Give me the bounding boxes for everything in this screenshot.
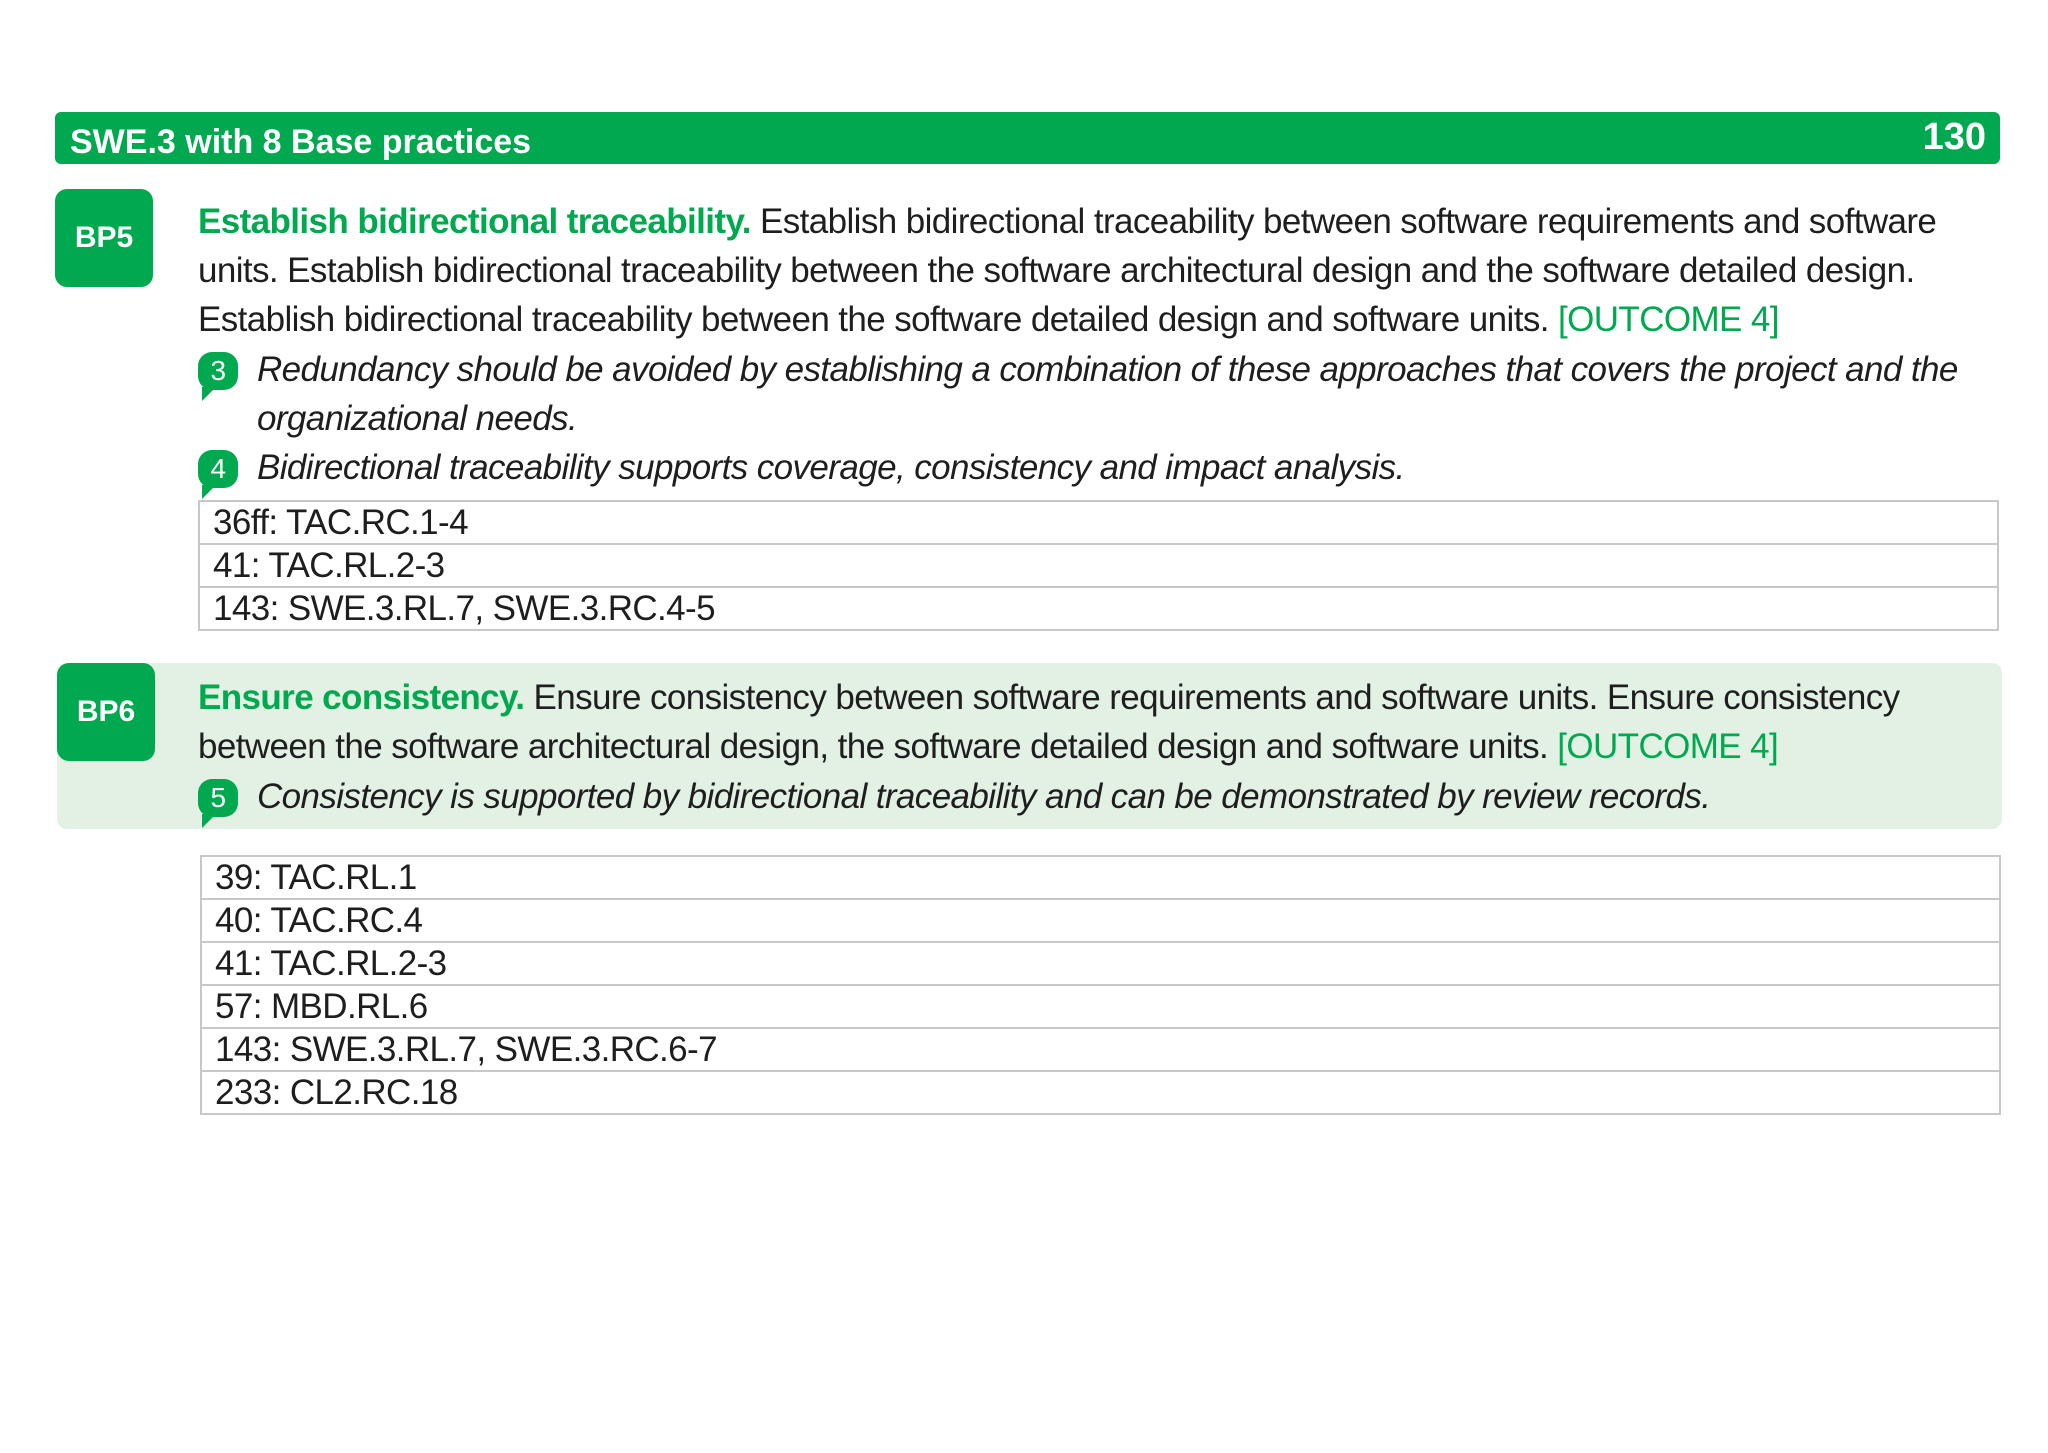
- note-text: Consistency is supported by bidirectional traceability and can be demonstrated by review records.: [257, 777, 1711, 816]
- bp5-description: [198, 197, 1998, 344]
- table-row: [201, 856, 2000, 899]
- bp6-outcome-link[interactable]: [OUTCOME 4]: [1557, 727, 1779, 766]
- reference-cell: 143: SWE.3.RL.7, SWE.3.RC.4-5: [199, 587, 1998, 630]
- section-title: SWE.3 with 8 Base practices: [70, 123, 532, 161]
- section-header: [55, 112, 2000, 164]
- speech-bubble-icon: 4: [198, 450, 238, 488]
- table-row: [199, 544, 1998, 587]
- page-number: 130: [1922, 116, 1986, 158]
- reference-cell: 40: TAC.RC.4: [201, 899, 2000, 942]
- table-row: [201, 942, 2000, 985]
- bp5-note-4: [198, 443, 1998, 492]
- note-text: Bidirectional traceability supports coverage, consistency and impact analysis.: [257, 448, 1405, 487]
- table-row: [199, 587, 1998, 630]
- bp5-reference-table: [198, 500, 1999, 631]
- table-row: [199, 501, 1998, 544]
- reference-cell: 41: TAC.RL.2-3: [201, 942, 2000, 985]
- bp5-text: Establish bidirectional traceability between software requirements and software units. Establish bidirectional traceability between the software architectural design and the software detailed design. Establish bidirectional traceability between the software detailed design and software units.: [198, 202, 1937, 339]
- table-row: [201, 1071, 2000, 1114]
- reference-cell: 143: SWE.3.RL.7, SWE.3.RC.6-7: [201, 1028, 2000, 1071]
- reference-cell: 57: MBD.RL.6: [201, 985, 2000, 1028]
- speech-bubble-icon: 3: [198, 352, 238, 390]
- reference-cell: 39: TAC.RL.1: [201, 856, 2000, 899]
- bp6-badge: BP6: [57, 663, 155, 761]
- table-row: [201, 1028, 2000, 1071]
- speech-bubble-icon: 5: [198, 779, 238, 817]
- table-row: [201, 985, 2000, 1028]
- bp6-title: Ensure consistency.: [198, 678, 525, 717]
- bp5-title: Establish bidirectional traceability.: [198, 202, 751, 241]
- bp6-text: Ensure consistency between software requirements and software units. Ensure consistency between the software architectural design, the software detailed design and software units.: [198, 678, 1900, 766]
- reference-cell: 233: CL2.RC.18: [201, 1071, 2000, 1114]
- note-text: Redundancy should be avoided by establishing a combination of these approaches that covers the project and the organizational needs.: [257, 350, 1958, 438]
- table-row: [201, 899, 2000, 942]
- reference-cell: 36ff: TAC.RC.1-4: [199, 501, 1998, 544]
- bp6-reference-table: [200, 855, 2001, 1115]
- reference-cell: 41: TAC.RL.2-3: [199, 544, 1998, 587]
- bp6-description: [198, 673, 1998, 771]
- bp5-badge: BP5: [55, 189, 153, 287]
- bp5-outcome-link[interactable]: [OUTCOME 4]: [1557, 300, 1779, 339]
- bp6-note-5: [198, 772, 1998, 821]
- bp5-note-3: [198, 345, 1998, 443]
